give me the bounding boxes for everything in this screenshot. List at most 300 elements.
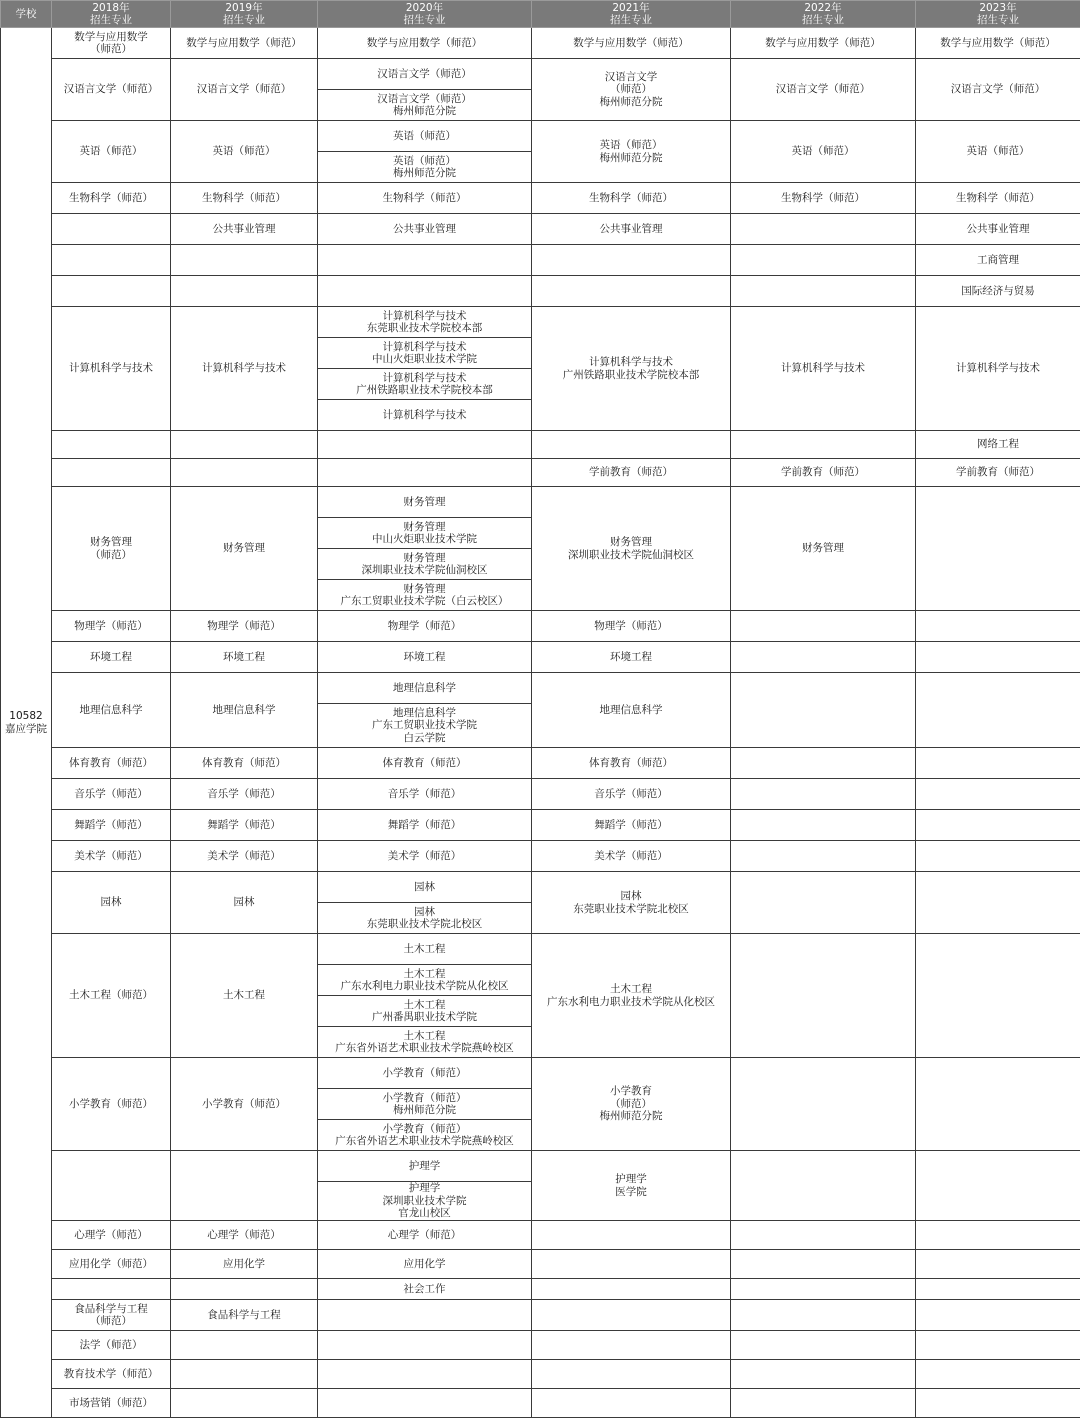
cell-2020 (318, 841, 532, 872)
cell-line: 英语（师范） (212, 145, 276, 158)
cell-line: 梅州师范分院 (393, 105, 456, 117)
cell-2020 (318, 965, 532, 996)
cell-2020 (318, 1221, 532, 1250)
header-year: 2020年 (405, 2, 444, 14)
cell-2019 (171, 431, 318, 459)
cell-line: 英语（师范） (79, 145, 143, 158)
cell-2023 (916, 748, 1080, 779)
cell-2022 (731, 934, 916, 1058)
cell-2018 (52, 459, 171, 487)
school-code: 10582 (9, 710, 43, 722)
cell-2020 (318, 1058, 532, 1089)
cell-2023 (916, 28, 1080, 59)
cell-line: 计算机科学与技术 (382, 309, 467, 322)
cell-2021 (532, 642, 731, 673)
table-row (1, 872, 1080, 903)
cell-line: 教育技术学（师范） (63, 1367, 159, 1380)
cell-line: 学前教育（师范） (956, 466, 1040, 479)
header-year: 2018年 (92, 2, 130, 14)
cell-line: 广东水利电力职业技术学院从化校区 (547, 995, 715, 1008)
cell-2021 (532, 487, 731, 611)
cell-line: 数学与应用数学 (74, 30, 148, 43)
cell-2023 (916, 934, 1080, 1058)
cell-line: 汉语言文学（师范） (377, 92, 472, 105)
cell-2020 (318, 611, 532, 642)
cell-line: 生物科学（师范） (69, 191, 153, 204)
cell-2023 (916, 1389, 1080, 1418)
cell-line: 广东水利电力职业技术学院从化校区 (340, 980, 509, 992)
cell-line: 深圳职业技术学院 (382, 1194, 467, 1207)
cell-line: （师范） (610, 1097, 652, 1110)
cell-line: 中山火炬职业技术学院 (372, 353, 477, 365)
cell-line: 计算机科学与技术 (69, 362, 153, 375)
cell-line: 财务管理 (403, 495, 446, 508)
cell-2021 (532, 214, 731, 245)
table-row (1, 431, 1080, 459)
cell-line: 小学教育（师范） (69, 1097, 153, 1110)
cell-line: 英语（师范） (393, 154, 456, 167)
cell-2023 (916, 872, 1080, 934)
cell-line: 英语（师范） (966, 145, 1030, 158)
cell-2020 (318, 307, 532, 338)
cell-2019 (171, 810, 318, 841)
cell-line: 环境工程 (610, 650, 652, 663)
cell-line: 音乐学（师范） (74, 787, 148, 800)
table-row (1, 673, 1080, 704)
cell-2023 (916, 1221, 1080, 1250)
cell-2019 (171, 673, 318, 748)
cell-2021 (532, 779, 731, 810)
cell-2018 (52, 810, 171, 841)
cell-line: 园林 (620, 890, 642, 902)
cell-2023 (916, 487, 1080, 611)
cell-line: 食品科学与工程 (207, 1308, 281, 1321)
cell-line: 小学教育（师范） (382, 1066, 467, 1079)
cell-2020 (318, 121, 532, 152)
cell-line: 心理学（师范） (387, 1228, 462, 1241)
cell-line: 市场营销（师范） (69, 1396, 153, 1409)
cell-2020 (318, 1151, 532, 1182)
cell-line: 园林 (414, 905, 435, 918)
cell-line: 音乐学（师范） (207, 787, 281, 800)
cell-2018 (52, 59, 171, 121)
cell-line: 生物科学（师范） (202, 191, 286, 204)
cell-2021 (532, 1279, 731, 1300)
header-2021 (532, 1, 731, 28)
cell-line: 深圳职业技术学院仙洞校区 (361, 564, 488, 576)
cell-line: 心理学（师范） (207, 1228, 281, 1241)
cell-line: 梅州师范分院 (599, 95, 663, 108)
cell-2018 (52, 841, 171, 872)
cell-2022 (731, 810, 916, 841)
cell-2023 (916, 183, 1080, 214)
cell-2021 (532, 276, 731, 307)
cell-2023 (916, 245, 1080, 276)
cell-2020 (318, 704, 532, 748)
cell-2020 (318, 1120, 532, 1151)
table-row (1, 934, 1080, 965)
cell-line: 应用化学 (403, 1257, 446, 1270)
table-body (1, 28, 1080, 1418)
header-sub: 招生专业 (977, 14, 1019, 26)
cell-2020 (318, 90, 532, 121)
cell-2021 (532, 1250, 731, 1279)
cell-line: 舞蹈学（师范） (387, 818, 462, 831)
cell-2019 (171, 1360, 318, 1389)
cell-line: 英语（师范） (393, 129, 456, 142)
cell-2020 (318, 400, 532, 431)
cell-line: 梅州师范分院 (393, 1104, 456, 1116)
cell-2023 (916, 1151, 1080, 1221)
cell-line: 东莞职业技术学院校本部 (366, 322, 483, 334)
cell-2020 (318, 903, 532, 934)
cell-2020 (318, 459, 532, 487)
cell-2022 (731, 779, 916, 810)
cell-2020 (318, 1027, 532, 1058)
cell-line: 计算机科学与技术 (382, 371, 467, 384)
cell-line: 舞蹈学（师范） (594, 818, 668, 831)
cell-2018 (52, 934, 171, 1058)
cell-2023 (916, 1279, 1080, 1300)
cell-2022 (731, 642, 916, 673)
cell-line: 美术学（师范） (207, 849, 281, 862)
cell-line: 食品科学与工程 (74, 1302, 148, 1315)
cell-line: 小学教育（师范） (202, 1097, 286, 1110)
header-2020 (318, 1, 532, 28)
cell-line: 广州铁路职业技术学院校本部 (356, 384, 493, 396)
cell-2022 (731, 1331, 916, 1360)
cell-2022 (731, 459, 916, 487)
table-row (1, 1389, 1080, 1418)
cell-line: 广东省外语艺术职业技术学院燕岭校区 (335, 1135, 514, 1147)
cell-line: 白云学院 (403, 731, 446, 744)
cell-line: 公共事业管理 (393, 222, 456, 235)
cell-line: 梅州师范分院 (599, 151, 663, 164)
table-row (1, 779, 1080, 810)
cell-2020 (318, 549, 532, 580)
cell-line: 英语（师范） (791, 145, 855, 158)
cell-2021 (532, 1221, 731, 1250)
cell-line: 心理学（师范） (74, 1228, 148, 1241)
cell-line: 学前教育（师范） (589, 466, 673, 479)
cell-2022 (731, 1360, 916, 1389)
cell-2020 (318, 996, 532, 1027)
cell-2020 (318, 779, 532, 810)
cell-2021 (532, 307, 731, 431)
cell-2022 (731, 1279, 916, 1300)
cell-line: 汉语言文学（师范） (377, 67, 472, 80)
cell-line: 财务管理 (802, 542, 844, 555)
cell-2019 (171, 934, 318, 1058)
cell-2018 (52, 1058, 171, 1151)
table-row (1, 748, 1080, 779)
cell-2023 (916, 459, 1080, 487)
cell-2022 (731, 1058, 916, 1151)
cell-line: 土木工程 (403, 1029, 446, 1042)
cell-line: 小学教育（师范） (382, 1091, 467, 1104)
cell-line: 地理信息科学 (393, 681, 456, 694)
cell-2018 (52, 1389, 171, 1418)
cell-2020 (318, 276, 532, 307)
cell-2020 (318, 872, 532, 903)
header-year: 2023年 (979, 2, 1017, 14)
cell-line: 计算机科学与技术 (382, 340, 467, 353)
cell-2022 (731, 1250, 916, 1279)
cell-line: 财务管理 (610, 536, 652, 548)
cell-2019 (171, 487, 318, 611)
cell-2023 (916, 121, 1080, 183)
table-row (1, 1151, 1080, 1182)
header-year: 2022年 (804, 2, 842, 14)
cell-line: 数学与应用数学（师范） (573, 36, 689, 49)
cell-2018 (52, 1331, 171, 1360)
cell-2022 (731, 1389, 916, 1418)
cell-2019 (171, 748, 318, 779)
cell-2020 (318, 1360, 532, 1389)
cell-line: 物理学（师范） (387, 619, 462, 632)
cell-2023 (916, 1058, 1080, 1151)
cell-2022 (731, 307, 916, 431)
cell-2021 (532, 28, 731, 59)
cell-line: 广州铁路职业技术学院校本部 (562, 368, 700, 381)
cell-line: 体育教育（师范） (382, 756, 467, 769)
cell-line: 东莞职业技术学院北校区 (366, 918, 483, 930)
cell-line: 汉语言文学 (604, 70, 658, 83)
cell-line: （师范） (90, 548, 132, 561)
table-row (1, 1300, 1080, 1331)
cell-line: 计算机科学与技术 (382, 408, 467, 421)
cell-2020 (318, 810, 532, 841)
cell-2022 (731, 214, 916, 245)
table-row (1, 276, 1080, 307)
cell-2023 (916, 214, 1080, 245)
cell-line: 生物科学（师范） (589, 191, 673, 204)
cell-2022 (731, 183, 916, 214)
cell-line: 广东省外语艺术职业技术学院燕岭校区 (335, 1042, 514, 1054)
cell-line: 汉语言文学（师范） (775, 83, 871, 96)
cell-2022 (731, 487, 916, 611)
cell-line: 土木工程 (403, 998, 446, 1011)
cell-2023 (916, 642, 1080, 673)
header-2023 (916, 1, 1080, 28)
table-row (1, 121, 1080, 152)
cell-line: 梅州师范分院 (393, 167, 456, 179)
cell-2023 (916, 841, 1080, 872)
cell-line: （师范） (610, 83, 652, 96)
cell-2019 (171, 611, 318, 642)
table-row (1, 183, 1080, 214)
cell-2019 (171, 276, 318, 307)
cell-2019 (171, 1221, 318, 1250)
cell-2018 (52, 245, 171, 276)
cell-line: 官龙山校区 (398, 1207, 451, 1220)
cell-2019 (171, 1250, 318, 1279)
cell-2021 (532, 183, 731, 214)
cell-line: 工商管理 (977, 253, 1019, 266)
cell-line: 计算机科学与技术 (781, 362, 865, 375)
cell-2019 (171, 642, 318, 673)
cell-line: 土木工程（师范） (69, 989, 153, 1002)
cell-line: 网络工程 (977, 438, 1019, 451)
cell-2022 (731, 673, 916, 748)
table-row (1, 459, 1080, 487)
cell-2022 (731, 611, 916, 642)
cell-2022 (731, 276, 916, 307)
header-2022 (731, 1, 916, 28)
cell-2018 (52, 642, 171, 673)
cell-line: 财务管理 (223, 542, 265, 555)
cell-line: 园林 (100, 896, 122, 909)
cell-line: 梅州师范分院 (599, 1110, 663, 1123)
cell-2019 (171, 183, 318, 214)
cell-2021 (532, 841, 731, 872)
cell-line: 汉语言文学（师范） (196, 83, 292, 96)
cell-line: 数学与应用数学（师范） (366, 36, 483, 49)
cell-2023 (916, 1250, 1080, 1279)
cell-line: 财务管理 (403, 582, 446, 595)
cell-line: 体育教育（师范） (589, 756, 673, 769)
cell-line: 土木工程 (610, 983, 652, 995)
cell-2022 (731, 431, 916, 459)
cell-2022 (731, 59, 916, 121)
cell-2018 (52, 431, 171, 459)
cell-2020 (318, 152, 532, 183)
cell-line: 数学与应用数学（师范） (940, 36, 1056, 49)
cell-line: 小学教育 (610, 1085, 652, 1098)
cell-line: 护理学 (408, 1182, 441, 1195)
cell-2018 (52, 1250, 171, 1279)
table-row (1, 214, 1080, 245)
cell-line: 体育教育（师范） (202, 756, 286, 769)
cell-line: 数学与应用数学（师范） (765, 36, 881, 49)
cell-2022 (731, 1221, 916, 1250)
cell-2019 (171, 307, 318, 431)
cell-line: 园林 (233, 896, 255, 909)
cell-line: 广东工贸职业技术学院（白云校区） (340, 595, 509, 607)
header-year: 2019年 (225, 2, 263, 14)
cell-line: 环境工程 (403, 650, 446, 663)
cell-2020 (318, 642, 532, 673)
cell-line: 汉语言文学（师范） (950, 83, 1046, 96)
header-sub: 招生专业 (610, 14, 652, 26)
cell-line: 应用化学（师范） (69, 1257, 153, 1270)
cell-2023 (916, 431, 1080, 459)
cell-2020 (318, 245, 532, 276)
cell-line: 地理信息科学 (393, 706, 456, 719)
cell-line: 广州番禺职业技术学院 (372, 1011, 477, 1023)
cell-2018 (52, 1360, 171, 1389)
cell-line: 音乐学（师范） (387, 787, 462, 800)
cell-line: 美术学（师范） (74, 849, 148, 862)
header-sub: 招生专业 (223, 14, 265, 26)
cell-2020 (318, 338, 532, 369)
cell-2018 (52, 214, 171, 245)
cell-line: （师范） (90, 1315, 132, 1327)
cell-line: 计算机科学与技术 (202, 362, 286, 375)
cell-2021 (532, 1151, 731, 1221)
cell-2020 (318, 59, 532, 90)
cell-2019 (171, 841, 318, 872)
table-row (1, 1279, 1080, 1300)
cell-2019 (171, 59, 318, 121)
cell-line: 数学与应用数学（师范） (186, 36, 302, 49)
cell-line: 护理学 (408, 1159, 441, 1172)
cell-line: 舞蹈学（师范） (74, 818, 148, 831)
cell-2020 (318, 1300, 532, 1331)
cell-line: 财务管理 (403, 520, 446, 533)
cell-2019 (171, 245, 318, 276)
header-sub: 招生专业 (403, 14, 446, 26)
cell-line: 公共事业管理 (966, 222, 1030, 235)
table-row (1, 642, 1080, 673)
cell-line: 美术学（师范） (387, 849, 462, 862)
table-row (1, 28, 1080, 59)
cell-2020 (318, 934, 532, 965)
cell-line: 应用化学 (223, 1257, 265, 1270)
cell-2018 (52, 611, 171, 642)
cell-2021 (532, 748, 731, 779)
cell-line: 生物科学（师范） (956, 191, 1040, 204)
cell-line: 环境工程 (223, 650, 265, 663)
cell-2018 (52, 1300, 171, 1331)
cell-2022 (731, 1300, 916, 1331)
cell-2022 (731, 841, 916, 872)
cell-2021 (532, 59, 731, 121)
cell-2019 (171, 1331, 318, 1360)
cell-2022 (731, 245, 916, 276)
cell-line: 深圳职业技术学院仙洞校区 (568, 548, 694, 561)
cell-2021 (532, 934, 731, 1058)
cell-2018 (52, 872, 171, 934)
cell-line: 物理学（师范） (74, 619, 148, 632)
cell-2019 (171, 872, 318, 934)
cell-2018 (52, 276, 171, 307)
cell-2021 (532, 245, 731, 276)
cell-line: 环境工程 (90, 650, 132, 663)
cell-line: 生物科学（师范） (781, 191, 865, 204)
cell-2018 (52, 1221, 171, 1250)
cell-line: 英语（师范） (599, 139, 663, 151)
cell-line: 国际经济与贸易 (961, 284, 1035, 297)
cell-2023 (916, 307, 1080, 431)
cell-2021 (532, 1389, 731, 1418)
cell-2018 (52, 28, 171, 59)
cell-2022 (731, 748, 916, 779)
cell-2020 (318, 1250, 532, 1279)
table-row (1, 487, 1080, 518)
cell-line: 美术学（师范） (594, 849, 668, 862)
cell-2019 (171, 1058, 318, 1151)
cell-2023 (916, 1300, 1080, 1331)
cell-line: 社会工作 (403, 1282, 446, 1295)
cell-line: 园林 (414, 880, 435, 893)
cell-2018 (52, 183, 171, 214)
cell-2020 (318, 369, 532, 400)
cell-2020 (318, 673, 532, 704)
cell-line: 公共事业管理 (599, 222, 663, 235)
cell-2023 (916, 779, 1080, 810)
cell-2021 (532, 611, 731, 642)
header-2018 (52, 1, 171, 28)
cell-2021 (532, 1331, 731, 1360)
cell-line: 财务管理 (403, 551, 446, 564)
header-2019 (171, 1, 318, 28)
cell-2019 (171, 214, 318, 245)
cell-2023 (916, 673, 1080, 748)
cell-2019 (171, 1389, 318, 1418)
header-school: 学校 (1, 1, 52, 28)
cell-2021 (532, 1360, 731, 1389)
